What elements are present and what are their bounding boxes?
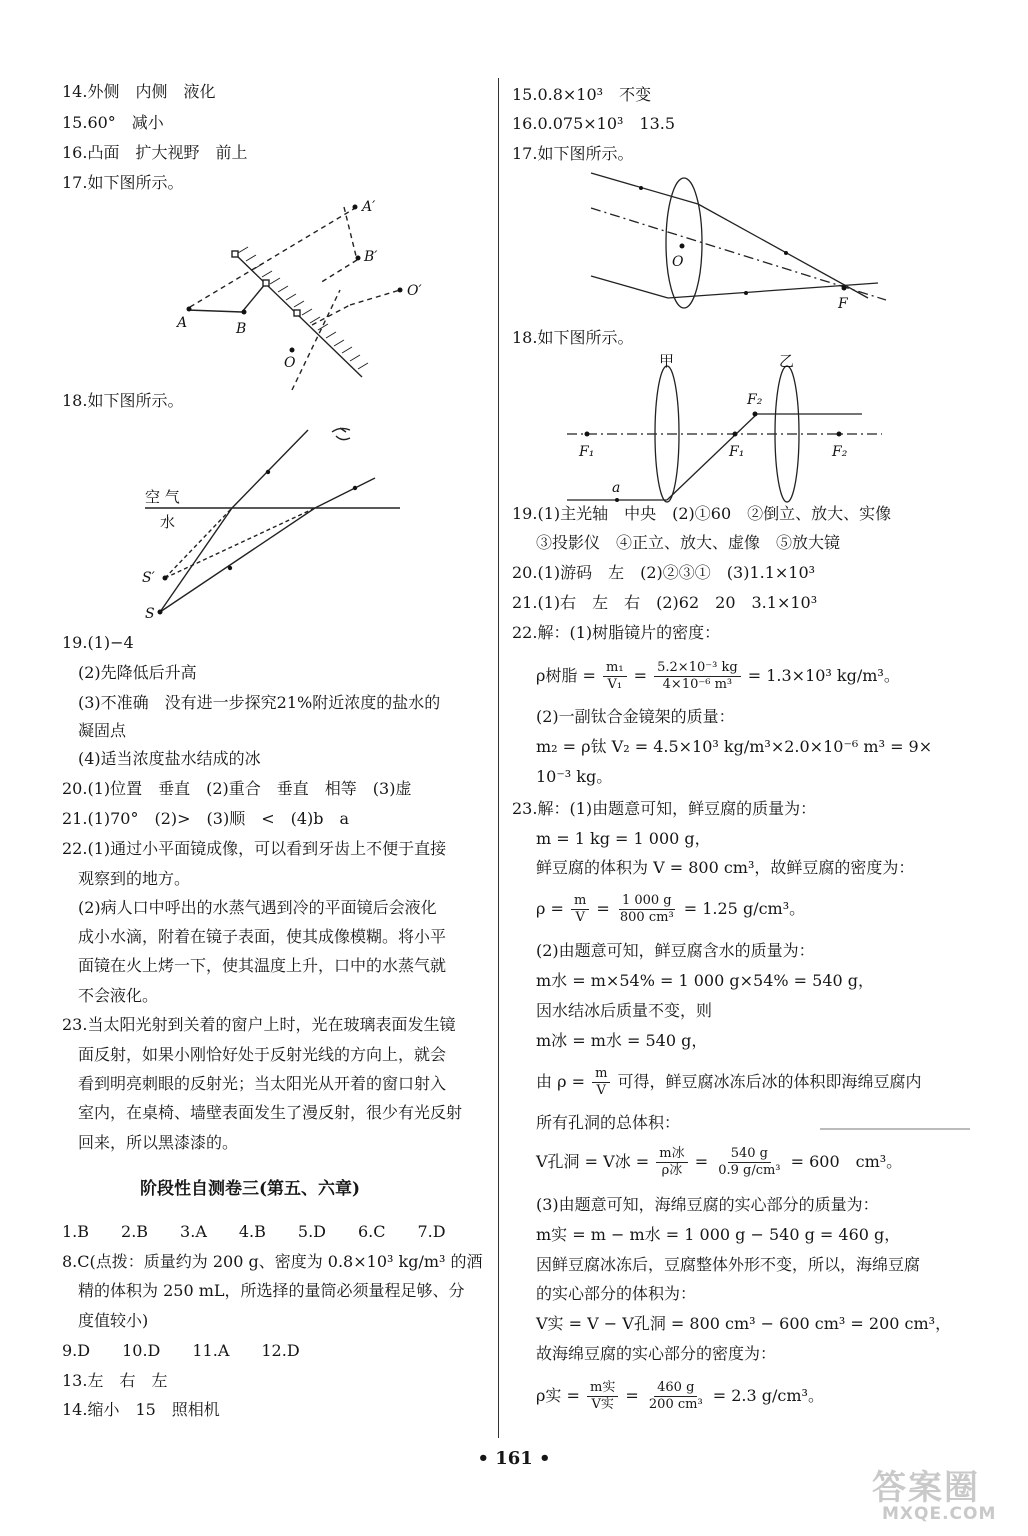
solid-density-label: 故海绵豆腐的实心部分的密度为： (536, 1344, 777, 1363)
watermark-top: 答案圈 (872, 1468, 980, 1508)
equation-frame-mass-b: 10⁻³ kg。 (536, 767, 613, 786)
answer-22-2c: 面镜在火上烤一下，使其温度上升，口中的水蒸气就 (78, 956, 447, 975)
answer-13: 13.左 右 左 (62, 1371, 168, 1390)
answer-8b: 精的体积为 250 mL，所选择的量筒必须量程足够、分 (78, 1281, 465, 1300)
answer-r17: 17.如下图所示。 (512, 144, 634, 163)
ice-mass: m冰 = m水 = 540 g， (536, 1031, 708, 1050)
svg-text:A′: A′ (362, 199, 376, 215)
equation-frame-mass: m₂ = ρ钛 V₂ = 4.5×10³ kg/m³×2.0×10⁻⁶ m³ = 9× (536, 737, 933, 756)
answer-23d: 室内，在桌椅、墙壁表面发生了漫反射，很少有光反射 (78, 1103, 463, 1122)
answer-r23-3: (3)由题意可知，海绵豆腐的实心部分的质量为： (536, 1195, 879, 1214)
svg-text:乙: 乙 (779, 352, 795, 370)
answer-18: 18.如下图所示。 (62, 391, 184, 410)
mirror-reflection-figure (172, 195, 502, 389)
answer-r18: 18.如下图所示。 (512, 328, 634, 347)
equation-resin-density: ρ树脂 = $\frac{\text{m₁}}{\text{V₁}}$ = $\frac{\text{5.2×10⁻³ kg}}{\text{4×10⁻⁶ m³}}$ = 1.3×10³ kg/m³。 (536, 660, 900, 692)
section-title: 阶段性自测卷三(第五、六章) (140, 1179, 361, 1199)
answer-19-1: 19.(1)−4 (62, 633, 134, 652)
page-number: • 161 • (477, 1448, 551, 1469)
answer-21: 21.(1)70° (2)> (3)顺 < (4)b a (62, 809, 350, 828)
svg-text:S′: S′ (142, 570, 155, 586)
answer-r20: 20.(1)游码 左 (2)②③① (3)1.1×10³ (512, 563, 816, 582)
answers-9-12: 9.D 10.D 11.A 12.D (62, 1341, 300, 1360)
svg-text:F₂: F₂ (747, 392, 763, 408)
solid-mass: m实 = m − m水 = 1 000 g − 540 g = 460 g， (536, 1225, 901, 1244)
svg-text:F₁: F₁ (729, 444, 745, 460)
convex-lens-figure (586, 168, 906, 322)
answer-r19b: ③投影仪 ④正立、放大、虚像 ⑤放大镜 (536, 533, 841, 552)
solid-volume-label: 的实心部分的体积为： (536, 1284, 697, 1303)
svg-text:F: F (838, 296, 848, 312)
tofu-mass: m = 1 kg = 1 000 g， (536, 829, 711, 848)
answer-r23-2: (2)由题意可知，鲜豆腐含水的质量为： (536, 941, 815, 960)
answer-r22: 22.解：(1)树脂镜片的密度： (512, 623, 721, 642)
answer-r23: 23.解：(1)由题意可知，鲜豆腐的质量为： (512, 799, 817, 818)
answer-16: 16.凸面 扩大视野 前上 (62, 143, 248, 162)
equation-hole-volume: V孔洞 = V冰 = $\frac{\text{m冰}}{\text{ρ冰}}$ = $\frac{540 g}{\text{0.9 g/cm³}}$ = 600 cm³。 (536, 1146, 903, 1178)
mass-unchanged: 因水结冰后质量不变，则 (536, 1001, 713, 1020)
svg-text:O: O (672, 254, 684, 270)
svg-text:A: A (177, 315, 188, 331)
equation-tofu-density: ρ = $\frac{m}{V}$ = $\frac{1 000 g}{\text{800 cm³}}$ = 1.25 g/cm³。 (536, 893, 806, 925)
equation-solid-density: ρ实 = $\frac{\text{m实}}{\text{V实}}$ = $\frac{460 g}{\text{200 cm³}}$ = 2.3 g/cm³。 (536, 1380, 824, 1412)
svg-text:水: 水 (160, 513, 176, 531)
answer-r19: 19.(1)主光轴 中央 (2)①60 ②倒立、放大、实像 (512, 504, 892, 523)
density-formula-line: 由 ρ = $\frac{m}{V}$ 可得，鲜豆腐冰冻后冰的体积即海绵豆腐内 (536, 1066, 922, 1098)
answer-15: 15.60° 减小 (62, 113, 164, 132)
answer-19-4: (4)适当浓度盐水结成的冰 (78, 749, 261, 768)
svg-text:S: S (145, 606, 155, 622)
svg-text:B: B (236, 321, 247, 337)
answer-r15: 15.0.8×10³ 不变 (512, 85, 652, 104)
answer-r21: 21.(1)右 左 右 (2)62 20 3.1×10³ (512, 593, 818, 612)
answer-8c: 度值较小) (78, 1311, 149, 1330)
water-mass: m水 = m×54% = 1 000 g×54% = 540 g， (536, 971, 875, 990)
answer-22-1: 22.(1)通过小平面镜成像，可以看到牙齿上不便于直接 (62, 839, 447, 858)
tofu-volume: 鲜豆腐的体积为 V = 800 cm³，故鲜豆腐的密度为： (536, 858, 915, 877)
answer-23c: 看到明亮刺眼的反射光；当太阳光从开着的窗口射入 (78, 1074, 447, 1093)
answers-1-7: 1.B 2.B 3.A 4.B 5.D 6.C 7.D (62, 1222, 446, 1241)
answer-19-2: (2)先降低后升高 (78, 663, 197, 682)
answer-23e: 回来，所以黑漆漆的。 (78, 1133, 239, 1152)
scan-mark (820, 1128, 970, 1130)
svg-text:B′: B′ (364, 249, 378, 265)
svg-text:甲: 甲 (659, 352, 675, 370)
svg-text:O′: O′ (407, 283, 422, 299)
answer-8: 8.C(点拨：质量约为 200 g、密度为 0.8×10³ kg/m³ 的酒 (62, 1252, 483, 1271)
answer-23: 23.当太阳光射到关着的窗户上时，光在玻璃表面发生镜 (62, 1015, 456, 1034)
svg-text:O: O (284, 355, 296, 371)
svg-text:F₂: F₂ (832, 444, 848, 460)
answer-20: 20.(1)位置 垂直 (2)重合 垂直 相等 (3)虚 (62, 779, 412, 798)
svg-text:F₁: F₁ (579, 444, 595, 460)
svg-text:空 气: 空 气 (145, 488, 180, 506)
answer-22-2b: 成小水滴，附着在镜子表面，使其成像模糊。将小平 (78, 927, 447, 946)
answer-19-3b: 凝固点 (78, 721, 127, 740)
answer-14: 14.外侧 内侧 液化 (62, 82, 216, 101)
column-divider (498, 78, 499, 1438)
answer-22-2: (2)病人口中呼出的水蒸气遇到冷的平面镜后会液化 (78, 898, 437, 917)
answer-23b: 面反射，如果小刚恰好处于反射光线的方向上，就会 (78, 1045, 447, 1064)
solid-volume: V实 = V − V孔洞 = 800 cm³ − 600 cm³ = 200 cm³， (536, 1314, 952, 1333)
answer-19-3: (3)不准确 没有进一步探究21%附近浓度的盐水的 (78, 693, 441, 712)
answer-22-2d: 不会液化。 (78, 986, 159, 1005)
two-lens-figure (557, 352, 897, 506)
hole-volume-label: 所有孔洞的总体积： (536, 1113, 681, 1132)
shape-unchanged: 因鲜豆腐冰冻后，豆腐整体外形不变，所以，海绵豆腐 (536, 1255, 921, 1274)
answer-22-1b: 观察到的地方。 (78, 869, 191, 888)
answer-17: 17.如下图所示。 (62, 173, 184, 192)
answer-r16: 16.0.075×10³ 13.5 (512, 114, 676, 133)
refraction-figure (140, 420, 470, 624)
watermark-logo (862, 1460, 1012, 1530)
answer-r22-2: (2)一副钛合金镜架的质量： (536, 707, 735, 726)
svg-text:a: a (612, 480, 621, 496)
watermark-bottom: MXQE.COM (882, 1504, 997, 1524)
answer-14b: 14.缩小 15 照相机 (62, 1400, 220, 1419)
